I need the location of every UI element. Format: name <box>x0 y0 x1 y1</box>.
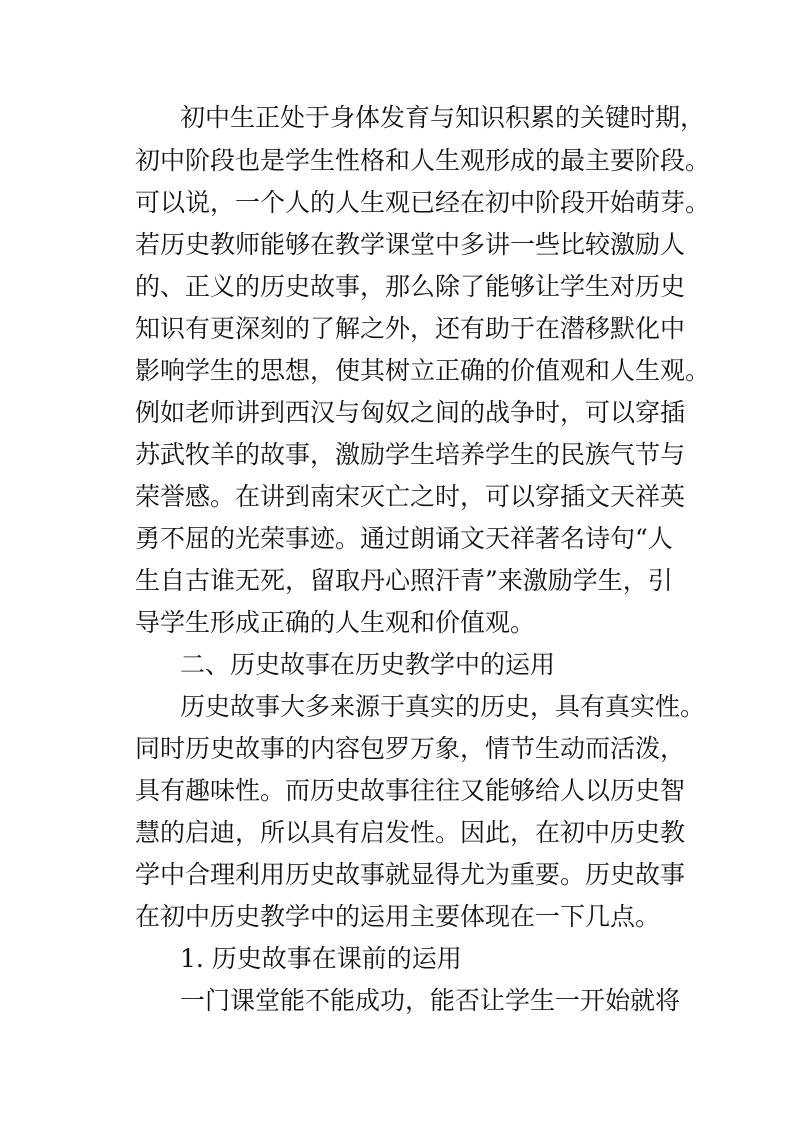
subsection-heading: 1. 历史故事在课前的运用 <box>180 944 462 973</box>
paragraph-line: 在初中历史教学中的运用主要体现在一下几点。 <box>135 902 661 931</box>
paragraph-line: 历史故事大多来源于真实的历史，具有真实性。 <box>180 692 706 721</box>
paragraph-line: 知识有更深刻的了解之外，还有助于在潜移默化中 <box>135 314 686 343</box>
paragraph-line: 具有趣味性。而历史故事往往又能够给人以历史智 <box>135 776 686 805</box>
paragraph-line: 生自古谁无死，留取丹心照汗青”来激励学生，引 <box>135 566 673 595</box>
paragraph-line: 可以说，一个人的人生观已经在初中阶段开始萌芽。 <box>135 188 711 217</box>
paragraph-line: 初中阶段也是学生性格和人生观形成的最主要阶段。 <box>135 146 711 175</box>
paragraph-line: 若历史教师能够在教学课堂中多讲一些比较激励人 <box>135 230 686 259</box>
paragraph-line: 导学生形成正确的人生观和价值观。 <box>135 608 536 637</box>
paragraph-line: 例如老师讲到西汉与匈奴之间的战争时，可以穿插 <box>135 398 686 427</box>
paragraph-line: 的、正义的历史故事，那么除了能够让学生对历史 <box>135 272 686 301</box>
paragraph-line: 慧的启迪，所以具有启发性。因此，在初中历史教 <box>135 818 686 847</box>
section-heading: 二、历史故事在历史教学中的运用 <box>180 650 556 679</box>
paragraph-line: 影响学生的思想，使其树立正确的价值观和人生观。 <box>135 356 711 385</box>
paragraph-line: 一门课堂能不能成功，能否让学生一开始就将 <box>180 986 681 1015</box>
paragraph-line: 学中合理利用历史故事就显得尤为重要。历史故事 <box>135 860 686 889</box>
paragraph-line: 勇不屈的光荣事迹。通过朗诵文天祥著名诗句“人 <box>135 524 673 553</box>
paragraph-line: 初中生正处于身体发育与知识积累的关键时期， <box>180 103 706 132</box>
paragraph-line: 苏武牧羊的故事，激励学生培养学生的民族气节与 <box>135 440 686 469</box>
paragraph-line: 同时历史故事的内容包罗万象，情节生动而活泼， <box>135 734 686 763</box>
paragraph-line: 荣誉感。在讲到南宋灭亡之时，可以穿插文天祥英 <box>135 482 686 511</box>
